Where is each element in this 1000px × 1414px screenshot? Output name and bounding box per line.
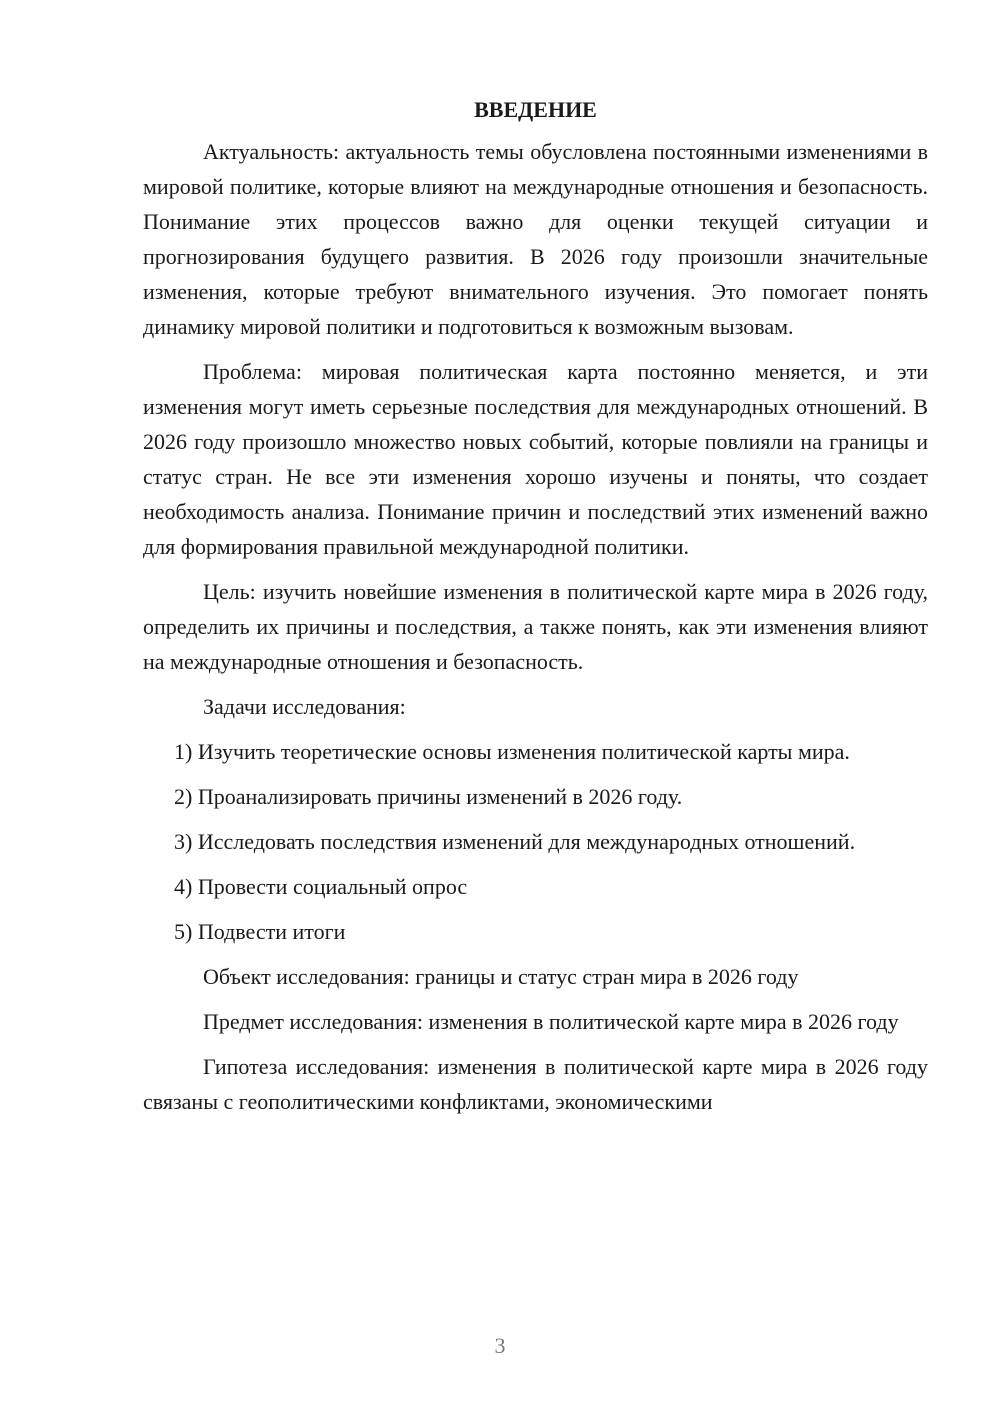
task-item-3: 3) Исследовать последствия изменений для международных отношений.	[174, 829, 856, 854]
paragraph-hypothesis: Гипотеза исследования: изменения в политической карте мира в 2026 году связаны с геополитическими конфликтами, экономическими	[143, 1054, 928, 1114]
paragraph-goal: Цель: изучить новейшие изменения в политической карте мира в 2026 году, определить их причины и последствия, а также понять, как эти изменения влияют на международные отношения и безопасность.	[143, 579, 928, 674]
task-item-1: 1) Изучить теоретические основы изменения политической карты мира.	[174, 739, 850, 764]
page-number: 3	[494, 1333, 506, 1358]
paragraph-object: Объект исследования: границы и статус стран мира в 2026 году	[203, 964, 799, 989]
paragraph-subject: Предмет исследования: изменения в политической карте мира в 2026 году	[203, 1009, 899, 1034]
document-page	[143, 92, 928, 1129]
task-item-2: 2) Проанализировать причины изменений в 2026 году.	[174, 784, 683, 809]
paragraph-problem: Проблема: мировая политическая карта постоянно меняется, и эти изменения могут иметь серьезные последствия для международных отношений. В 2026 году произошло множество новых событий, которые повлияли на границы и статус стран. Не все эти изменения хорошо изучены и поняты, что создает необходимость анализа. Понимание причин и последствий этих изменений важно для формирования правильной международной политики.	[143, 359, 928, 559]
section-title: ВВЕДЕНИЕ	[474, 97, 597, 122]
paragraph-relevance: Актуальность: актуальность темы обусловлена постоянными изменениями в мировой политике, которые влияют на международные отношения и безопасность. Понимание этих процессов важно для оценки текущей ситуации и прогнозирования будущего развития. В 2026 году произошли значительные изменения, которые требуют внимательного изучения. Это помогает понять динамику мировой политики и подготовиться к возможным вызовам.	[143, 139, 928, 339]
task-item-4: 4) Провести социальный опрос	[174, 874, 468, 899]
paragraph-tasks-heading: Задачи исследования:	[203, 694, 406, 719]
task-item-5: 5) Подвести итоги	[174, 919, 346, 944]
